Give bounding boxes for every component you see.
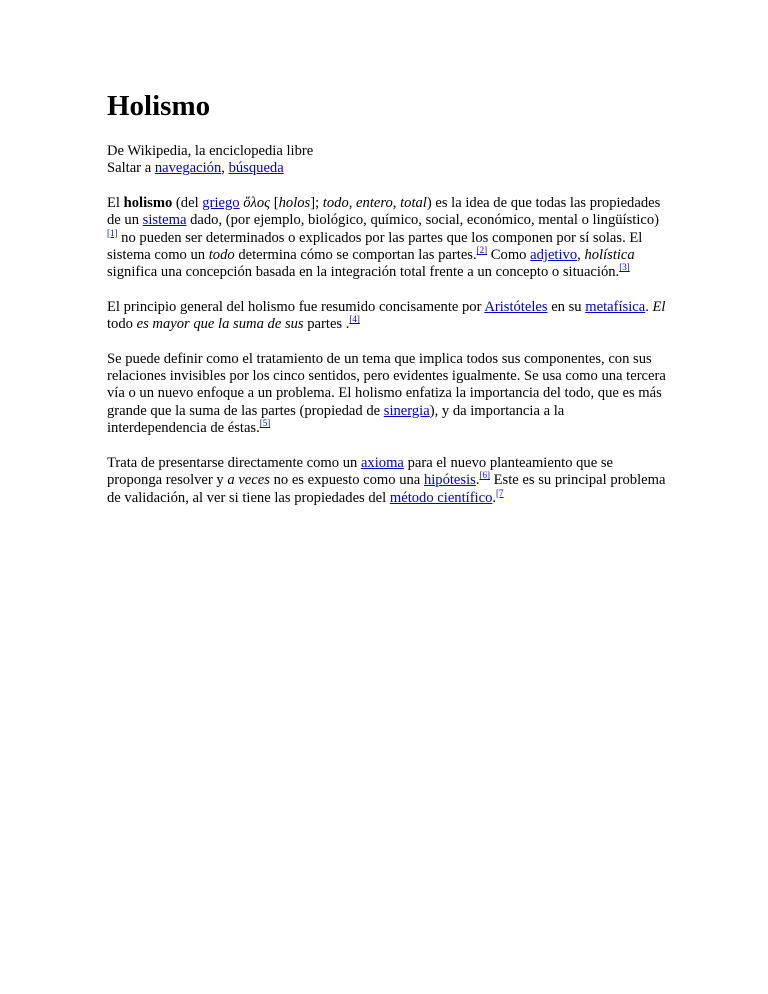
todo-term: todo [322,194,349,211]
reference-6 [479,470,490,480]
link-metodo-cientifico[interactable]: método científico [389,489,493,506]
text: dado, (por ejemplo, biológico, químico, social, económico, mental o lingüístico) [186,212,660,229]
text: partes . [303,316,350,333]
link-axioma[interactable]: axioma [360,454,404,471]
paragraph-intro [107,195,667,282]
link-metafisica[interactable]: metafísica [585,298,646,315]
navigation-link[interactable]: navegación [154,160,222,177]
text: . [492,489,497,506]
link-hipotesis[interactable]: hipótesis [423,472,476,489]
link-griego[interactable]: griego [202,194,240,211]
text: El principio general del holismo fue resumido concisamente por [107,298,485,315]
mayor-italic: es mayor que la suma de sus [136,316,304,333]
text: , [392,194,401,211]
page-title: Holismo [107,90,211,122]
reference-4 [349,314,360,324]
text: Este es su principal problema de validación, al ver si tiene las propiedades del [107,472,666,506]
text: . [645,298,653,315]
reference-5 [260,418,271,428]
reference-2 [477,245,488,255]
paragraph-definition [107,351,667,438]
text: para el nuevo planteamiento que se proponga resolver y [107,454,614,489]
article-content [107,86,667,524]
text: Se puede definir como el tratamiento de un tema que implica todos sus componentes, con sus relaciones invisibles por los cinco sentidos, pero evidentes igualmente. Se usa como una tercera vía o un nuevo enfoque a un problema. El holismo enfatiza la importancia del todo, que es más grande que la suma de las partes (propiedad de [107,350,666,419]
reference-link-1[interactable]: [1] [107,227,118,238]
tagline: De Wikipedia, la enciclopedia libre [107,143,314,159]
text: . [475,472,480,489]
article-header [107,143,667,178]
text: no pueden ser determinados o explicados por las partes que los componen por sí solas. El sistema como un [107,229,643,264]
text: todo [107,316,137,333]
reference-link-6[interactable]: [6] [479,470,490,481]
todo-italic: todo [208,247,235,264]
greek-word: ὅλος [243,194,271,211]
text: Como [487,247,531,264]
text: [ [270,194,279,211]
jump-separator: , [221,160,229,177]
reference-link-5[interactable]: [5] [259,418,271,429]
link-sinergia[interactable]: sinergia [383,402,430,419]
jump-links [107,160,667,177]
text: ) es la idea de que todas las propiedades de un [107,194,661,229]
text: no es expuesto como una [269,472,424,489]
text: ), y da importancia a la interdependencia de éstas. [107,402,565,437]
total-term: total [400,194,427,211]
entero-term: entero [356,194,393,211]
text: significa una concepción basada en la integración total frente a un concepto o situación. [107,264,620,281]
jump-prefix: Saltar a [107,160,155,177]
text: Trata de presentarse directamente como un [107,454,361,471]
text: (del [172,194,203,211]
paragraph-aristoteles [107,299,667,334]
link-aristoteles[interactable]: Aristóteles [484,298,548,315]
term-holismo: holismo [123,194,173,211]
text: El [107,194,124,211]
reference-7 [496,488,504,498]
link-adjetivo[interactable]: adjetivo [530,247,578,264]
text: en su [547,298,586,315]
text: ]; [310,194,323,211]
el-italic: El [652,298,666,315]
paragraph-axioma [107,455,667,507]
holistica-term: holística [584,247,635,264]
reference-link-2[interactable]: [2] [476,245,488,256]
text: , [348,194,357,211]
reference-link-3[interactable]: [3] [619,262,630,273]
reference-3 [619,262,630,272]
text: , [577,247,585,264]
holos-term: holos [278,194,311,211]
link-sistema[interactable]: sistema [142,212,187,229]
search-link[interactable]: búsqueda [228,160,284,177]
reference-link-7[interactable]: [7 [496,487,504,498]
aveces-italic: a veces [227,472,270,489]
reference-1 [107,228,118,238]
text: determina cómo se comportan las partes. [234,247,477,264]
reference-link-4[interactable]: [4] [349,314,360,325]
